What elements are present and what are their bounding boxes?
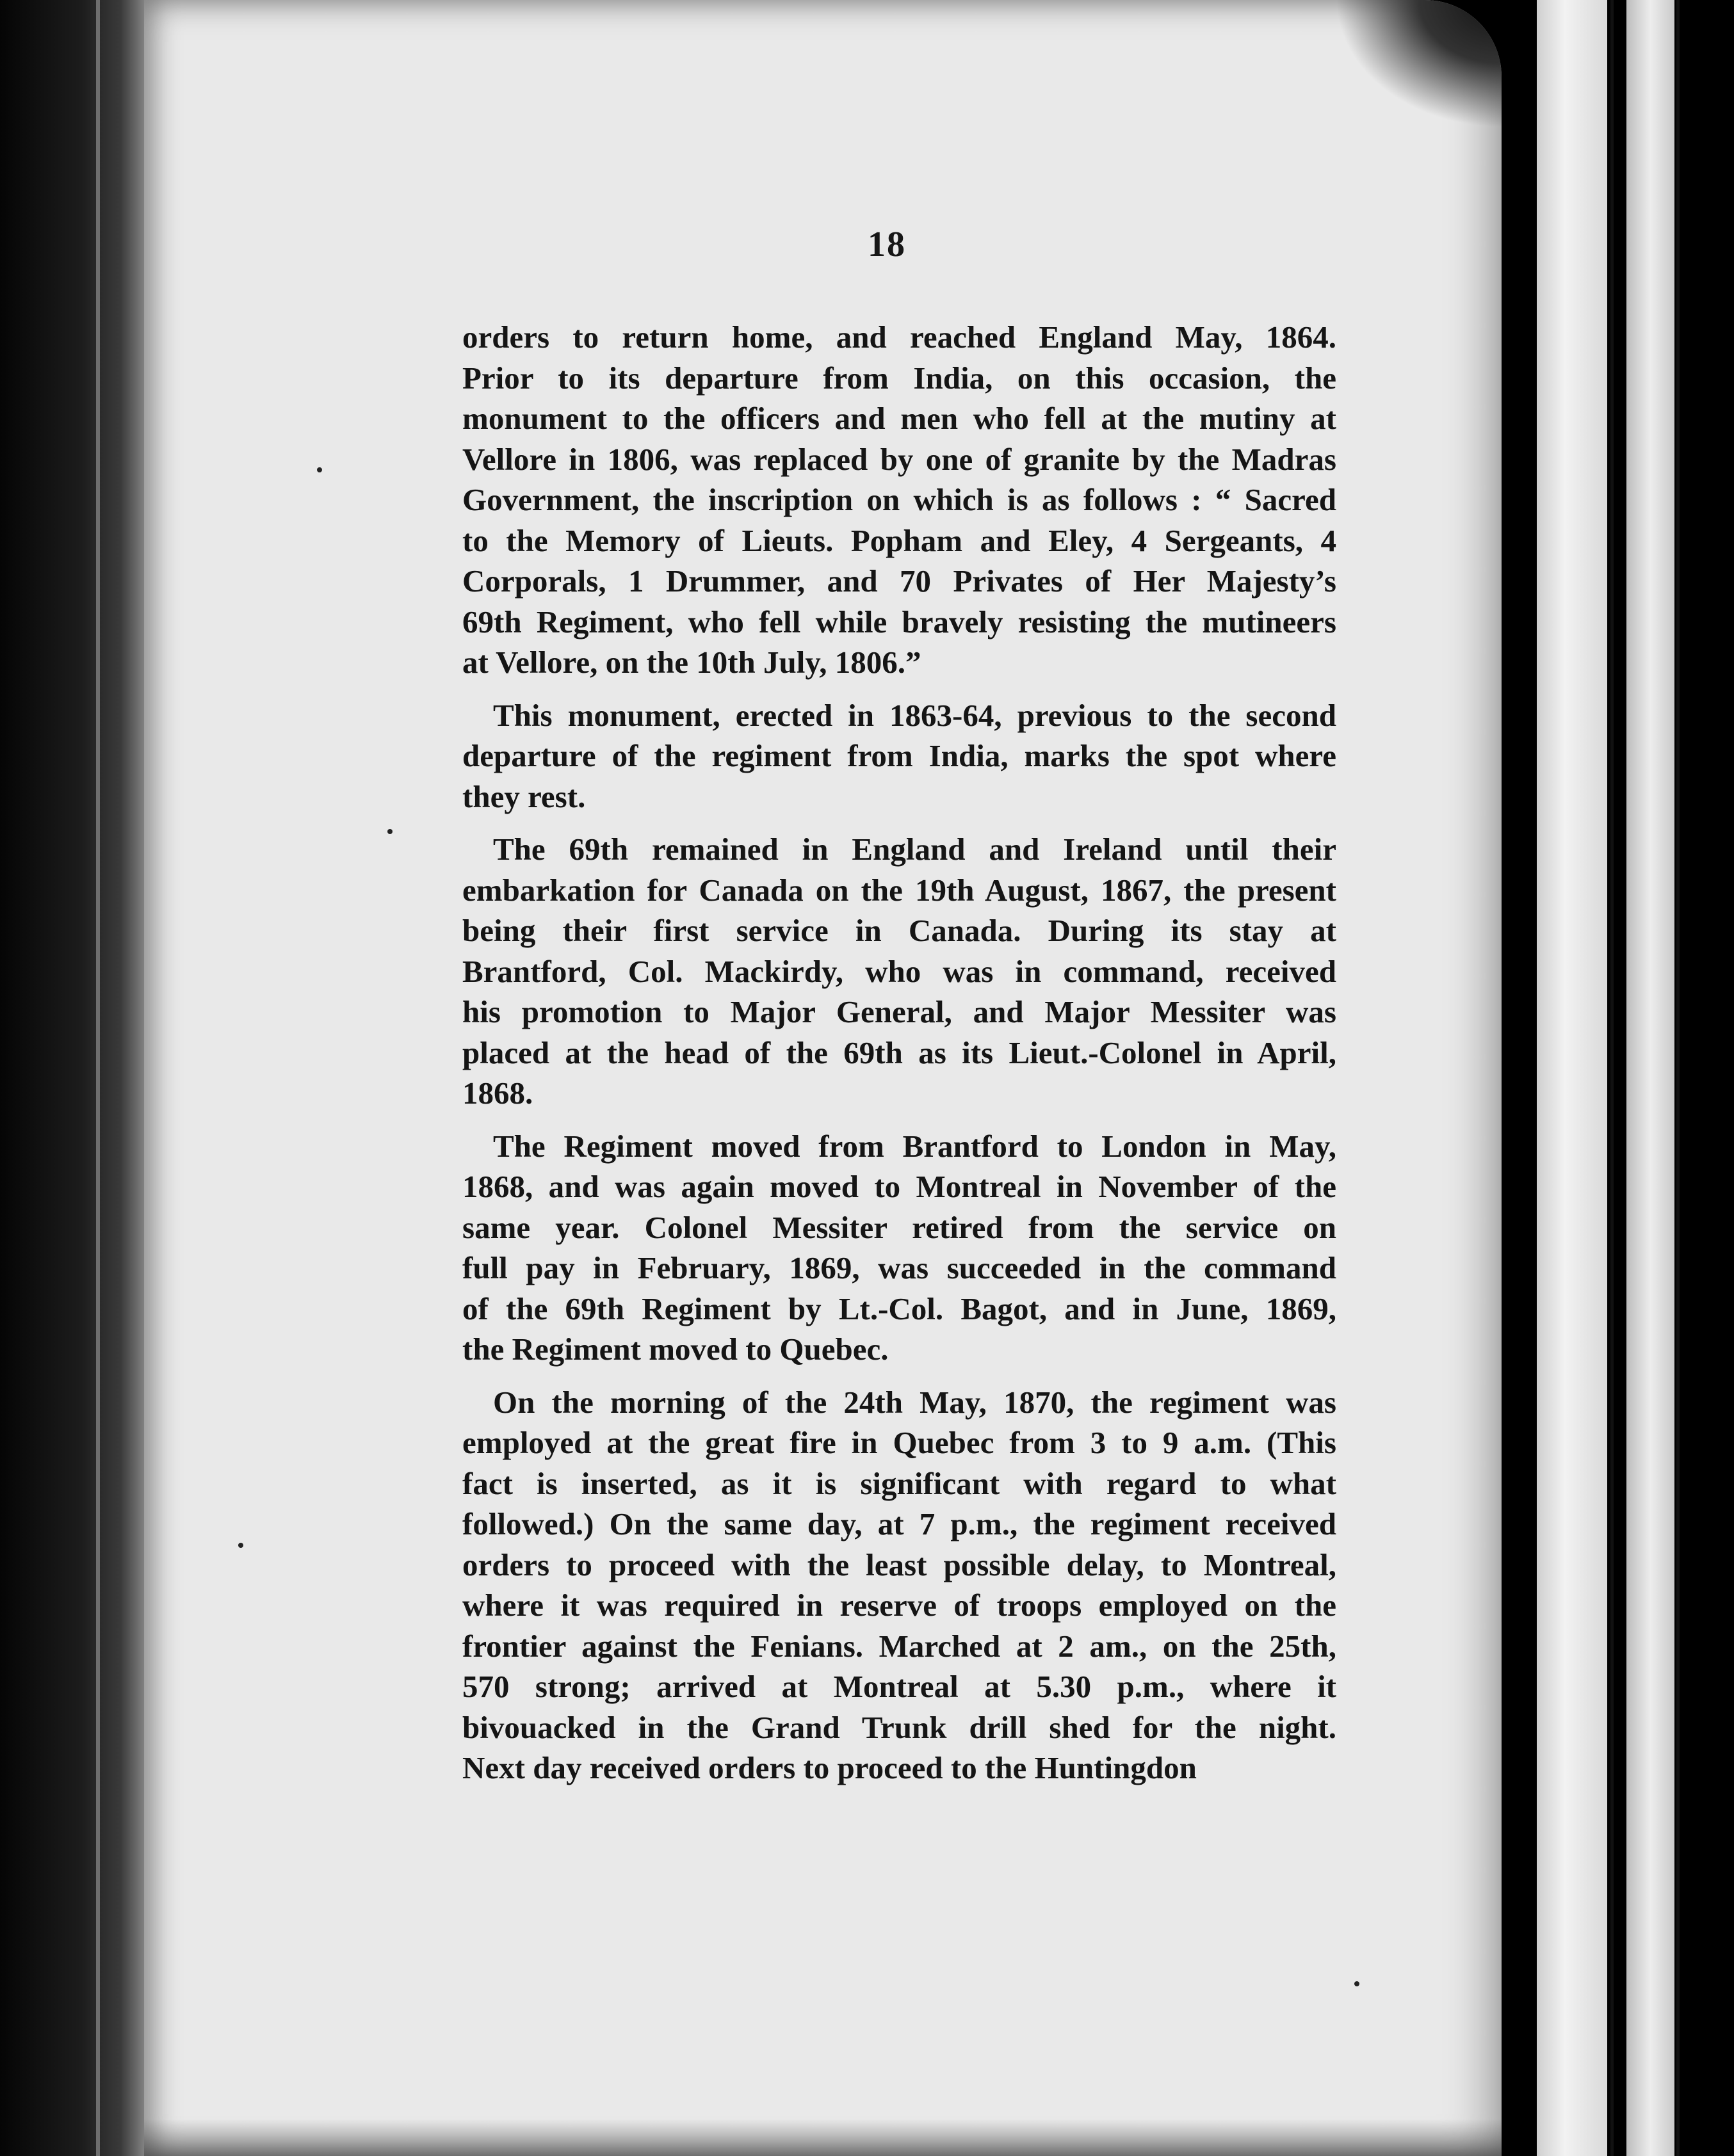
text-line: Prior to its departure from India, on this occasion, the: [462, 360, 1336, 396]
text-line: embarkation for Canada on the 19th August, 1867, the present: [462, 872, 1336, 908]
paragraph: [462, 1126, 1336, 1370]
text-line: On the morning of the 24th May, 1870, the regiment was: [493, 1384, 1336, 1420]
text-line: The Regiment moved from Brantford to London in May,: [493, 1128, 1336, 1164]
adjacent-page-edge: [1537, 0, 1607, 2156]
text-line: fact is inserted, as it is significant with regard to what: [462, 1465, 1336, 1501]
page-gutter-rule-2: [1676, 0, 1680, 2156]
text-line: Brantford, Col. Mackirdy, who was in command, received: [462, 953, 1336, 989]
text-line: Government, the inscription on which is as follows : “ Sacred: [462, 482, 1336, 517]
text-line: placed at the head of the 69th as its Lieut.-Colonel in April,: [462, 1034, 1336, 1070]
page-bottom-shadow: [144, 2119, 1502, 2156]
text-line: 1868.: [462, 1075, 533, 1111]
body-text: [462, 317, 1336, 1801]
text-line: Next day received orders to proceed to the Huntingdon: [462, 1750, 1197, 1785]
text-line: 69th Regiment, who fell while bravely resisting the mutineers: [462, 604, 1336, 640]
text-line: same year. Colonel Messiter retired from the service on: [462, 1209, 1336, 1245]
text-line: 1868, and was again moved to Montreal in November of the: [462, 1169, 1336, 1204]
text-line: monument to the officers and men who fell at the mutiny at: [462, 401, 1336, 436]
page-number: 18: [868, 225, 906, 264]
text-line: full pay in February, 1869, was succeeded in the command: [462, 1250, 1336, 1285]
text-line: of the 69th Regiment by Lt.-Col. Bagot, and in June, 1869,: [462, 1291, 1336, 1326]
adjacent-page-edge-2: [1626, 0, 1674, 2156]
text-line: orders to proceed with the least possible delay, to Montreal,: [462, 1547, 1336, 1582]
book-spine-edge: [0, 0, 147, 2156]
text-line: Corporals, 1 Drummer, and 70 Privates of Her Majesty’s: [462, 563, 1336, 599]
paragraph: [462, 695, 1336, 817]
text-line: the Regiment moved to Quebec.: [462, 1331, 889, 1367]
text-line: Vellore in 1806, was replaced by one of granite by the Madras: [462, 441, 1336, 477]
text-line: orders to return home, and reached England May, 1864.: [462, 319, 1336, 355]
paragraph: [462, 317, 1336, 683]
text-line: to the Memory of Lieuts. Popham and Eley, 4 Sergeants, 4: [462, 522, 1336, 558]
text-line: The 69th remained in England and Ireland until their: [493, 832, 1336, 867]
scan-speck: [387, 829, 393, 834]
scan-speck: [317, 467, 322, 472]
text-line: they rest.: [462, 778, 586, 814]
text-line: frontier against the Fenians. Marched at 2 am., on the 25th,: [462, 1628, 1336, 1664]
text-line: departure of the regiment from India, marks the spot where: [462, 738, 1336, 773]
text-line: employed at the great fire in Quebec from 3 to 9 a.m. (This: [462, 1425, 1336, 1460]
page-gutter-rule: [1610, 0, 1614, 2156]
text-line: 570 strong; arrived at Montreal at 5.30 p.m., where it: [462, 1669, 1336, 1704]
text-line: his promotion to Major General, and Major Messiter was: [462, 994, 1336, 1029]
scan-speck: [1354, 1981, 1359, 1986]
paragraph: [462, 1382, 1336, 1789]
text-line: This monument, erected in 1863-64, previous to the second: [493, 697, 1336, 733]
text-line: being their first service in Canada. During its stay at: [462, 913, 1336, 948]
text-line: bivouacked in the Grand Trunk drill shed for the night.: [462, 1709, 1336, 1745]
text-line: followed.) On the same day, at 7 p.m., the regiment received: [462, 1506, 1336, 1541]
paragraph: [462, 829, 1336, 1114]
scan-speck: [238, 1543, 243, 1548]
text-line: where it was required in reserve of troops employed on the: [462, 1588, 1336, 1623]
text-line: at Vellore, on the 10th July, 1806.”: [462, 645, 921, 680]
